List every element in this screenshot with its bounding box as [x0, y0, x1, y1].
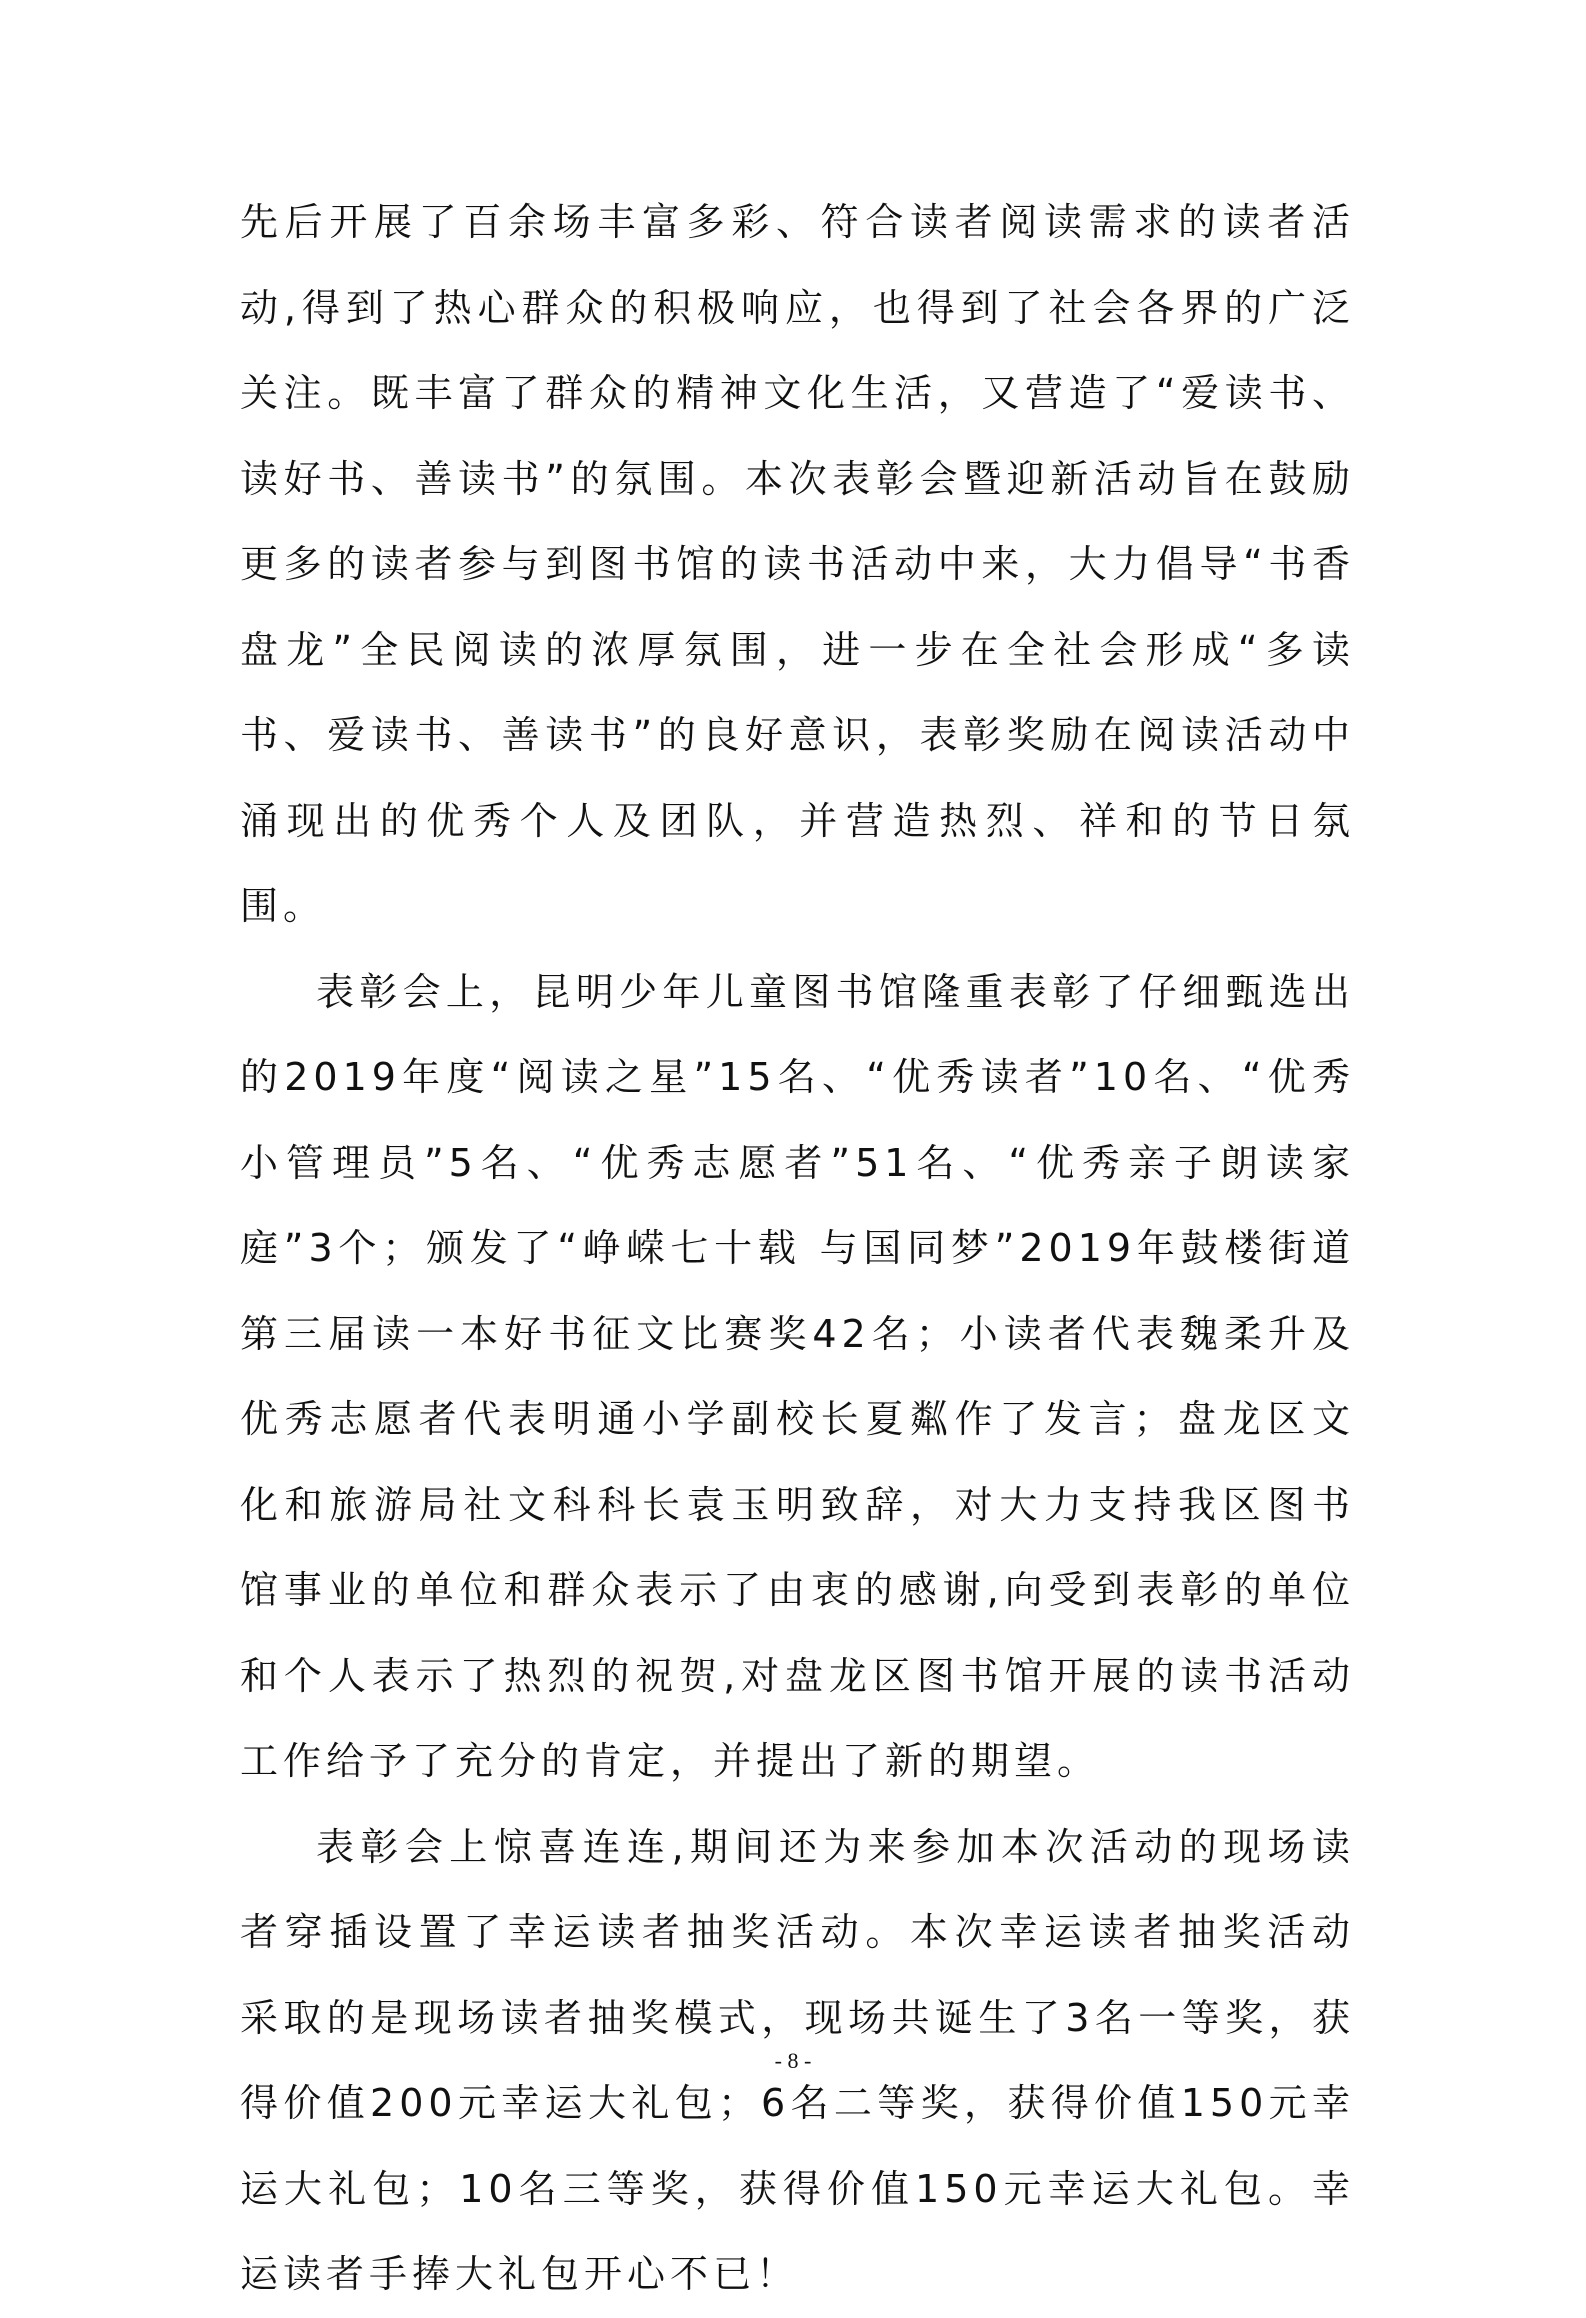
page-number: - 8 -: [774, 2048, 812, 2073]
paragraph-1: 先后开展了百余场丰富多彩、符合读者阅读需求的读者活动,得到了热心群众的积极响应，也得到了社会各界的广泛关注。既丰富了群众的精神文化生活，又营造了“爱读书、读好书、善读书”的氛围。本次表彰会暨迎新活动旨在鼓励更多的读者参与到图书馆的读书活动中来，大力倡导“书香盘龙”全民阅读的浓厚氛围，进一步在全社会形成“多读书、爱读书、善读书”的良好意识，表彰奖励在阅读活动中涌现出的优秀个人及团队，并营造热烈、祥和的节日氛围。: [240, 200, 1355, 928]
paragraph-3: 表彰会上惊喜连连,期间还为来参加本次活动的现场读者穿插设置了幸运读者抽奖活动。本次幸运读者抽奖活动采取的是现场读者抽奖模式，现场共诞生了3名一等奖，获得价值200元幸运大礼包；6名二等奖，获得价值150元幸运大礼包；10名三等奖，获得价值150元幸运大礼包。幸运读者手捧大礼包开心不已！: [240, 1824, 1355, 2296]
body-text: [240, 180, 1355, 2318]
paragraph-2: 表彰会上，昆明少年儿童图书馆隆重表彰了仔细甄选出的2019年度“阅读之星”15名、“优秀读者”10名、“优秀小管理员”5名、“优秀志愿者”51名、“优秀亲子朗读家庭”3个；颁发了“峥嵘七十载 与国同梦”2019年鼓楼街道第三届读一本好书征文比赛奖42名；小读者代表魏柔升及优秀志愿者代表明通小学副校长夏粼作了发言；盘龙区文化和旅游局社文科科长袁玉明致辞，对大力支持我区图书馆事业的单位和群众表示了由衷的感谢,向受到表彰的单位和个人表示了热烈的祝贺,对盘龙区图书馆开展的读书活动工作给予了充分的肯定，并提出了新的期望。: [240, 969, 1355, 1783]
